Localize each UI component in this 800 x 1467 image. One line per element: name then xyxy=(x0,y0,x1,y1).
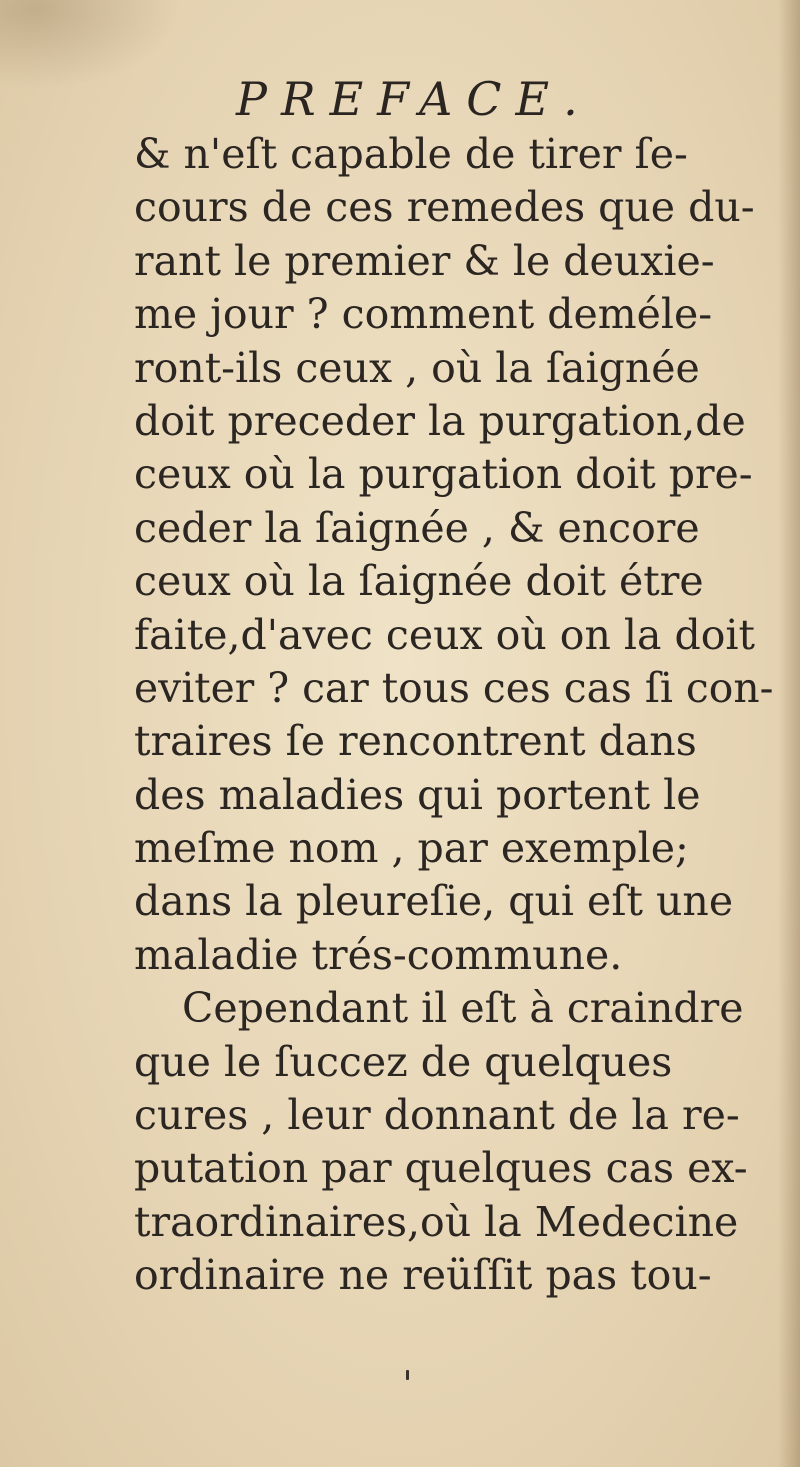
text-line: traires ſe rencontrent dans xyxy=(134,717,697,766)
page-edge-shadow xyxy=(778,0,800,1467)
text-line: faite,d'avec ceux où on la doit xyxy=(134,610,756,659)
text-line: traordinaires,où la Medecine xyxy=(134,1197,739,1246)
paper-stain xyxy=(0,0,180,90)
text-line: & n'eſt capable de tirer ſe- xyxy=(134,130,688,178)
text-line: que le ſuccez de quelques xyxy=(134,1037,673,1086)
text-line: rant le premier & le deuxie- xyxy=(134,236,715,285)
paragraph-start-line: Cependant il eſt à craindre xyxy=(182,984,744,1033)
text-line: meſme nom , par exemple; xyxy=(134,824,689,873)
text-line: ront-ils ceux , où la ſaignée xyxy=(134,343,700,392)
text-line: dans la pleureſie, qui eſt une xyxy=(134,877,734,926)
text-line: ceder la ſaignée , & encore xyxy=(134,503,700,552)
page-heading: PREFACE. xyxy=(236,72,592,126)
text-line: ceux où la purgation doit pre- xyxy=(134,450,753,499)
text-line: cours de ces remedes que du- xyxy=(134,183,755,232)
text-line: ordinaire ne reüſſit pas tou- xyxy=(134,1251,712,1300)
text-line: des maladies qui portent le xyxy=(134,770,701,819)
text-line: eviter ? car tous ces cas ſi con- xyxy=(134,663,774,712)
text-line: maladie trés-commune. xyxy=(134,930,623,979)
text-line: ceux où la ſaignée doit étre xyxy=(134,557,704,606)
text-line: putation par quelques cas ex- xyxy=(134,1144,748,1193)
body-text xyxy=(134,128,774,1303)
text-line: me jour ? comment deméle- xyxy=(134,290,713,339)
text-line: doit preceder la purgation,de xyxy=(134,396,746,445)
ink-speck xyxy=(406,1370,409,1380)
text-line: cures , leur donnant de la re- xyxy=(134,1091,740,1140)
